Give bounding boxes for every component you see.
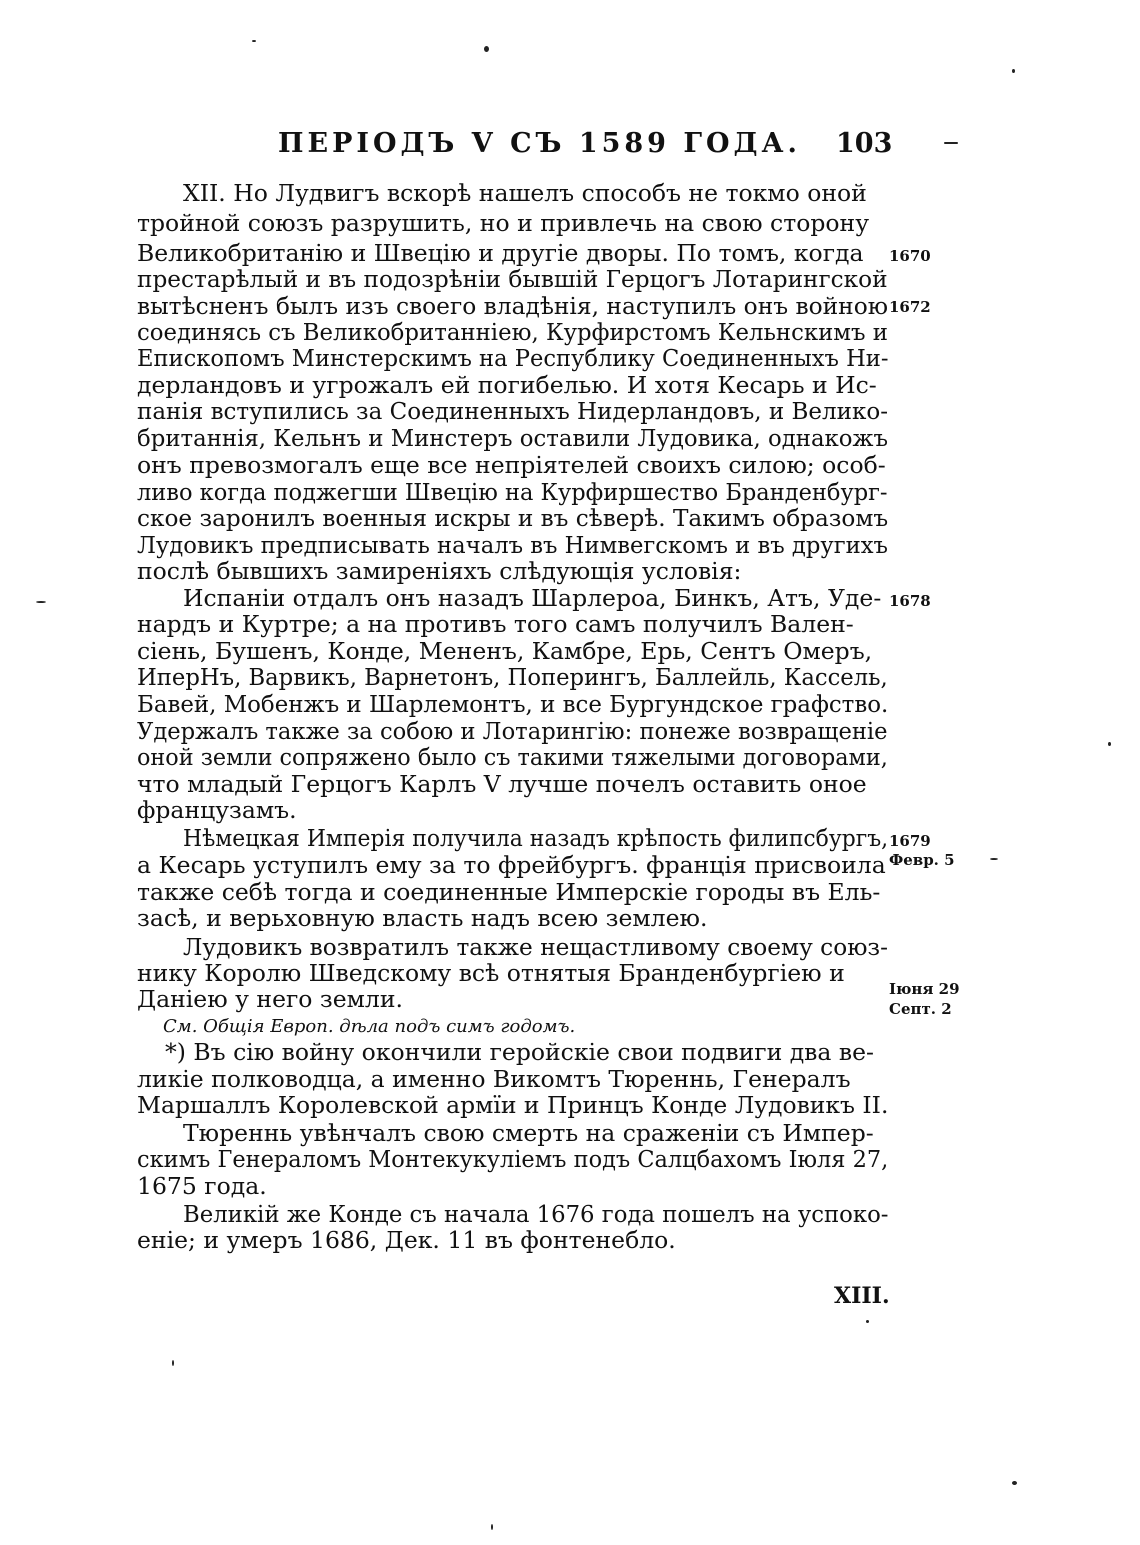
print-speck [172, 1360, 174, 1366]
text-line: дерландовъ и угрожалъ ей погибелью. И хотя Кесарь и Ис- [137, 371, 877, 399]
page-number: 103 [836, 128, 893, 159]
footnote-line: *) Въ сію войну окончили геройскіе свои подвиги два ве- [165, 1038, 874, 1066]
text-line: XII. Но Лудвигъ вскорѣ нашелъ способъ не токмо оной [183, 179, 867, 207]
text-line: онъ превозмогалъ еще все непріятелей своихъ силою; особ- [137, 451, 886, 479]
text-line: ское заронилъ военныя искры и въ сѣверѣ. Такимъ образомъ [137, 504, 889, 532]
margin-note-date: Іюня 29 [889, 980, 960, 998]
print-speck [491, 1524, 493, 1530]
print-speck [36, 601, 46, 603]
print-speck [866, 1320, 869, 1323]
footnote-line: Великій же Конде съ начала 1676 года пошелъ на успоко- [183, 1200, 889, 1228]
text-line: а Кесарь уступилъ ему за то фрейбургъ. франція присвоила [137, 851, 886, 879]
margin-note-date: Февр. 5 [889, 851, 955, 869]
margin-note-year: 1678 [889, 592, 931, 610]
text-line: Даніею у него земли. [137, 985, 403, 1013]
reference-note: См. Общія Европ. дѣла подъ симъ годомъ. [163, 1016, 576, 1037]
footnote-line: еніе; и умеръ 1686, Дек. 11 въ фонтенебло. [137, 1226, 676, 1254]
text-line: вытѣсненъ былъ изъ своего владѣнія, наступилъ онъ войною [137, 292, 889, 320]
text-line: нардъ и Куртре; а на противъ того самъ получилъ Вален- [137, 610, 854, 638]
print-speck [1012, 69, 1015, 73]
footnote-line: 1675 года. [137, 1172, 267, 1200]
text-line: престарѣлый и въ подозрѣніи бывшій Герцогъ Лотарингской [137, 265, 888, 293]
margin-note-date: Септ. 2 [889, 1000, 952, 1018]
footnote-line: скимъ Генераломъ Монтекукуліемъ подъ Салцбахомъ Іюля 27, [137, 1145, 889, 1173]
footnote-line: ликіе полководца, а именно Викомтъ Тюреннь, Генералъ [137, 1065, 851, 1093]
running-head: ПЕРІОДЪ V СЪ 1589 ГОДА. [278, 128, 801, 159]
text-line: послѣ бывшихъ замиреніяхъ слѣдующія условія: [137, 557, 742, 585]
text-line: ливо когда поджегши Швецію на Курфиршество Бранденбург- [137, 478, 888, 506]
text-line: Епископомъ Минстерскимъ на Республику Соединенныхъ Ни- [137, 344, 889, 372]
print-speck [1012, 1481, 1017, 1485]
text-line: панія вступились за Соединенныхъ Нидерландовъ, и Велико- [137, 397, 889, 425]
print-speck [1108, 742, 1111, 746]
text-line: также себѣ тогда и соединенные Имперскіе городы въ Ель- [137, 878, 881, 906]
text-line: Нѣмецкая Имперія получила назадъ крѣпость филипсбургъ, [183, 824, 889, 852]
print-speck [990, 858, 998, 860]
text-line: Лудовикъ предписывать началъ въ Нимвегскомъ и въ другихъ [137, 531, 888, 559]
margin-note-year: 1672 [889, 298, 931, 316]
text-line: соединясь съ Великобританніею, Курфирстомъ Кельнскимъ и [137, 318, 889, 346]
margin-note-year: 1679 [889, 832, 931, 850]
text-line: Лудовикъ возвратилъ также нещастливому своему союз- [183, 933, 888, 961]
text-line: засѣ, и верьховную власть надъ всею землею. [137, 904, 708, 932]
footnote-line: Маршаллъ Королевской армїи и Принцъ Конде Лудовикъ II. [137, 1091, 889, 1119]
text-line: оной земли сопряжено было съ такими тяжелыми договорами, [137, 743, 888, 771]
text-line: Великобританію и Швецію и другіе дворы. По томъ, когда [137, 239, 864, 267]
print-speck [252, 40, 256, 42]
catchword: XIII. [834, 1283, 890, 1309]
text-line: тройной союзъ разрушить, но и привлечь на свою сторону [137, 209, 870, 237]
text-line: Испаніи отдалъ онъ назадъ Шарлероа, Бинкъ, Атъ, Уде- [183, 584, 882, 612]
text-line: Бавей, Мобенжъ и Шарлемонтъ, и все Бургундское графство. [137, 690, 889, 718]
footnote-line: Тюреннь увѣнчалъ свою смерть на сраженіи съ Импер- [183, 1119, 874, 1147]
text-line: Удержалъ также за собою и Лотарингію: понеже возвращеніе [137, 717, 888, 745]
margin-note-year: 1670 [889, 247, 931, 265]
text-line: сіень, Бушенъ, Конде, Мененъ, Камбре, Ерь, Сентъ Омеръ, [137, 637, 873, 665]
text-line: ИперНъ, Варвикъ, Варнетонъ, Поперингъ, Баллейль, Кассель, [137, 663, 888, 691]
text-line: нику Королю Шведскому всѣ отнятыя Бранденбургіею и [137, 959, 845, 987]
text-line: британнія, Кельнъ и Минстеръ оставили Лудовика, однакожъ [137, 424, 889, 452]
text-line: французамъ. [137, 796, 297, 824]
print-speck [484, 46, 489, 52]
print-speck [944, 142, 958, 144]
text-line: что младый Герцогъ Карлъ V лучше почелъ оставить оное [137, 770, 867, 798]
